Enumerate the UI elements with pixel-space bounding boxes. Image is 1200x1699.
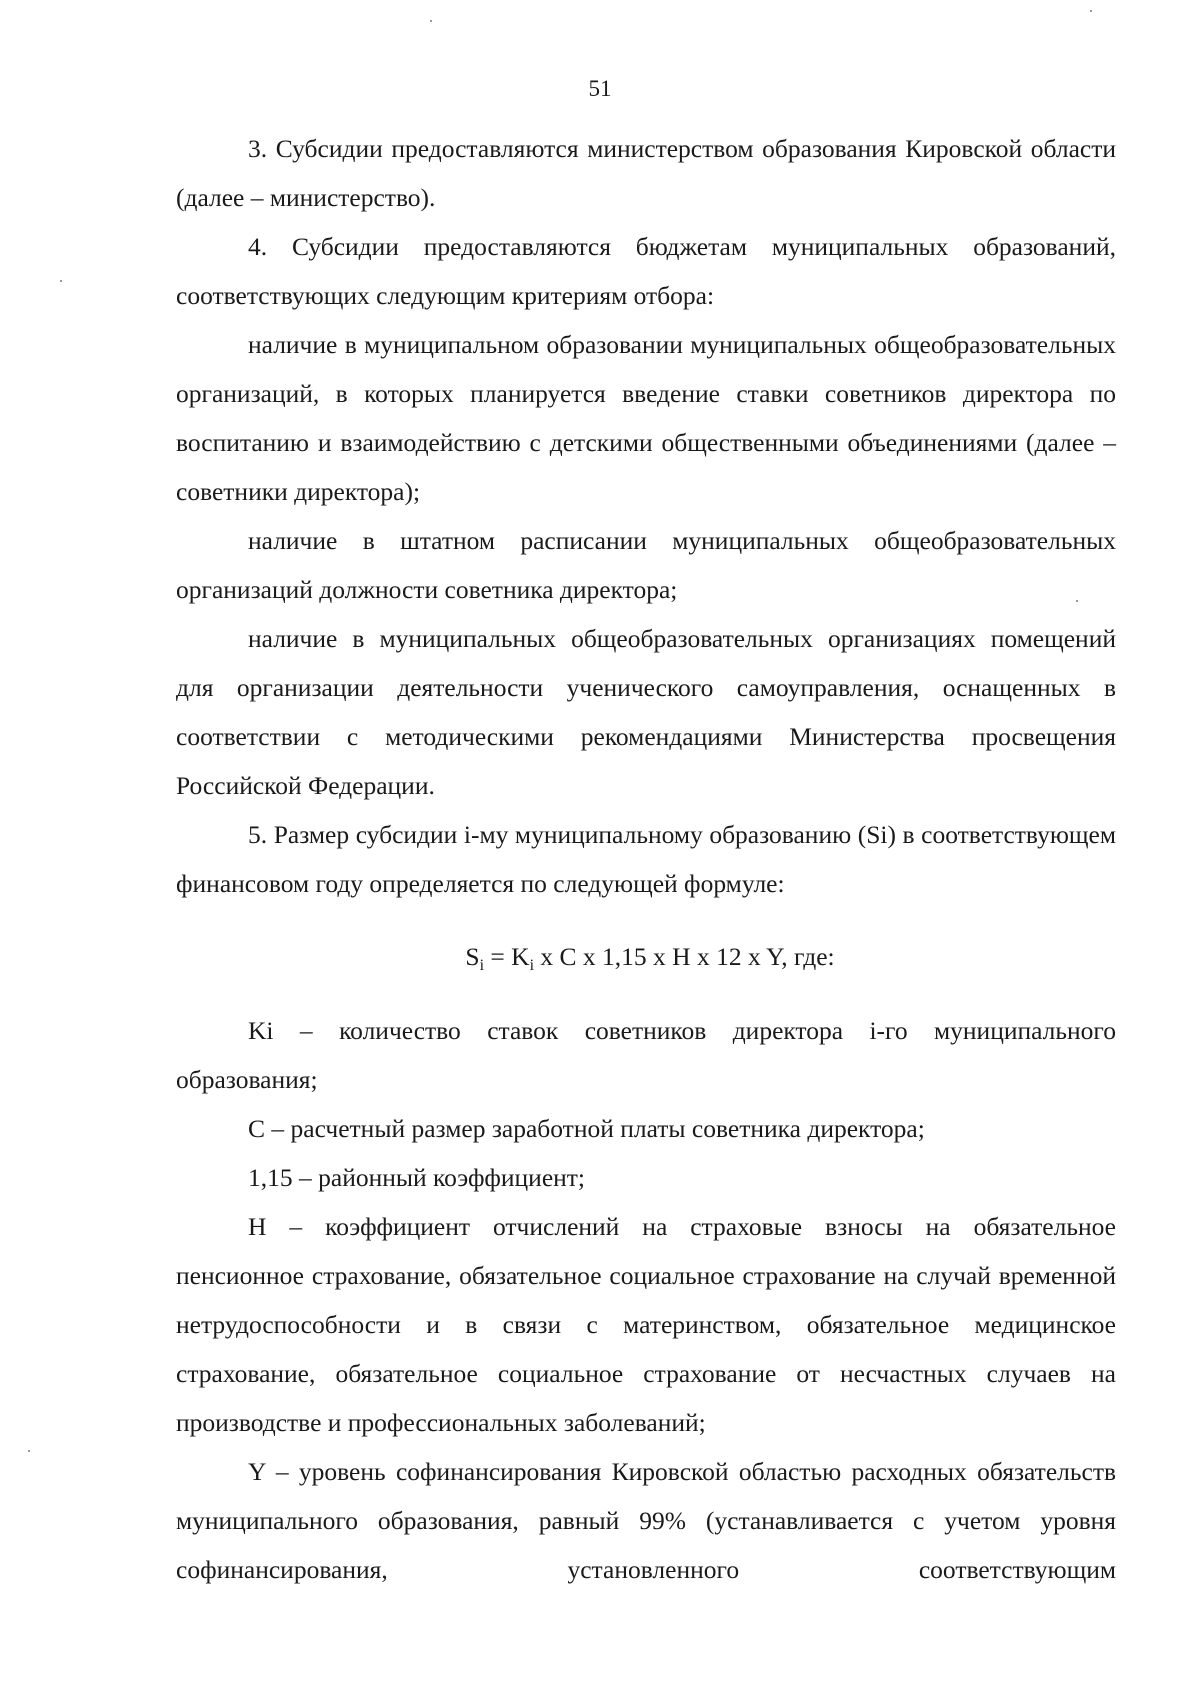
scan-speck [430,20,432,22]
document-body [176,124,1116,1594]
scan-speck [28,1450,30,1452]
formula-rest: x C x 1,15 x H x 12 x Y, где: [534,942,835,971]
definition-coefficient [176,1153,1116,1202]
definition-y-text: – уровень софинансирования Кировской областью расходных обязательств муниципального образования, равный 99% (устанавливается с учетом уровня софинансирования, установленного соответствующим [176,1457,1116,1584]
subsidy-formula [176,908,1116,1006]
formula-s: S [465,942,480,971]
definition-coefficient-symbol: 1,15 [248,1163,293,1192]
formula-s-subscript: i [479,957,485,974]
definition-y-symbol: Y [248,1457,266,1486]
paragraph-5: 5. Размер субсидии i-му муниципальному образованию (Si) в соответствующем финансовом году определяется по следующей формуле: [176,820,1116,898]
definition-y [176,1447,1116,1594]
definition-k-subscript: i [266,1016,274,1045]
scan-speck [60,280,62,282]
definition-h [176,1202,1116,1447]
page-number: 51 [588,76,612,101]
definition-coefficient-text: – районный коэффициент; [292,1163,586,1192]
definition-c-symbol: C [248,1114,266,1143]
definition-h-text: – коэффициент отчислений на страховые взносы на обязательное пенсионное страхование, обязательное социальное страхование на случай временной нетрудоспособности и в связи с материнством, обязательное медицинское страхование, обязательное социальное страхование от несчастных случаев на производстве и профессиональных заболеваний; [176,1212,1116,1437]
criterion-2: наличие в штатном расписании муниципальных общеобразовательных организаций должности советника директора; [176,526,1116,604]
paragraph-4: 4. Субсидии предоставляются бюджетам муниципальных образований, соответствующих следующим критериям отбора: [176,232,1116,310]
definition-c-text: – расчетный размер заработной платы советника директора; [265,1114,925,1143]
definition-h-symbol: H [248,1212,267,1241]
definition-k-symbol: K [248,1016,267,1045]
definition-k [176,1006,1116,1104]
formula-equals: = [484,942,512,971]
scan-speck [1076,600,1078,602]
criterion-1: наличие в муниципальном образовании муниципальных общеобразовательных организаций, в которых планируется введение ставки советников директора по воспитанию и взаимодействию с детскими общественными объединениями (далее – советники директора); [176,330,1116,506]
formula-k: K [511,942,530,971]
paragraph-3: 3. Субсидии предоставляются министерством образования Кировской области (далее – министерство). [176,134,1116,212]
formula-k-subscript: i [529,957,535,974]
criterion-3: наличие в муниципальных общеобразовательных организациях помещений для организации деятельности ученического самоуправления, оснащенных в соответствии с методическими рекомендациями Министерства просвещения Российской Федерации. [176,624,1116,800]
scan-speck [1090,10,1092,12]
definition-k-text: – количество ставок советников директора i-го муниципального образования; [176,1016,1116,1094]
definition-c [176,1104,1116,1153]
